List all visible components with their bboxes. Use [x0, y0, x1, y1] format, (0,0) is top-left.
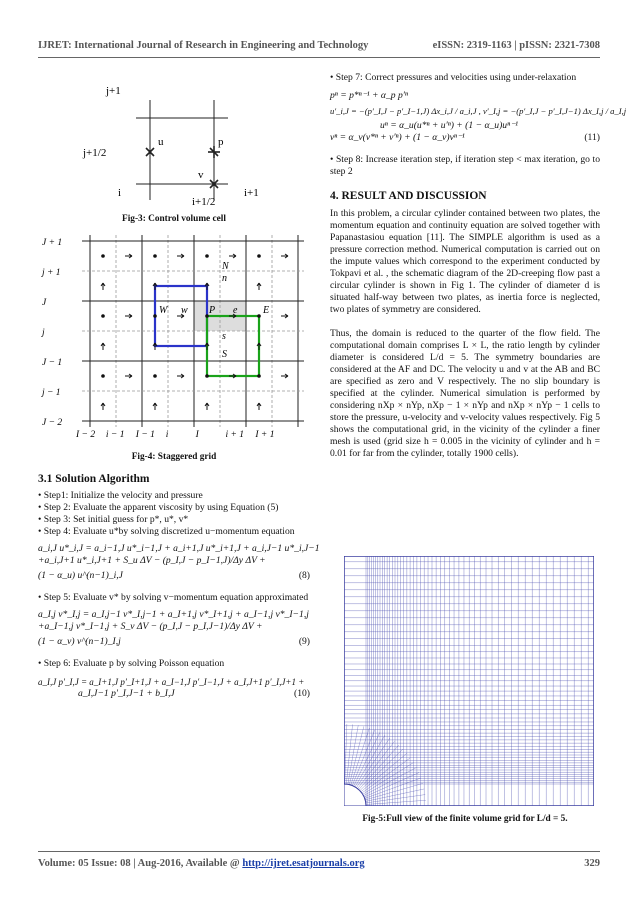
eq9-number: (9): [298, 636, 310, 647]
page-footer: [38, 858, 600, 869]
fig3-label-i1: i+1: [244, 187, 259, 199]
fig4-col-label: I + 1: [255, 430, 275, 440]
page-number: 329: [584, 858, 600, 869]
results-paragraph-1: In this problem, a circular cylinder contained between two plates, the momentum equation and continuity equation are solved together with Papanastasiou equation [11]. The SIMPLE algorithm is used as a pressure correction method. Numerical computation is carried out on the impute values which correspond to the experiment conducted by Tokpavi et al. , the schematic diagram of the 2D-creeping flow past a circular cylinder is shown in Fig 1. The cylinder of diameter d is situated half-way between two plates, as inertia force is neglected, two plates of symmetry are considered.: [330, 208, 600, 315]
footer-volume: Volume: 05 Issue: 08 | Aug-2016, Available @: [38, 858, 243, 869]
fig4-col-label: i − 1: [105, 430, 125, 440]
eq11-line2: u′_i,J = −(p′_I,J − p′_I−1,J) Δx_i,J / a_i,J , v′_I,j = −(p′_I,J − p′_I,J−1) Δx_I,j / a_I,j: [330, 106, 627, 116]
journal-title: IJRET: International Journal of Research in Engineering and Technology: [38, 40, 369, 51]
fig4-cell-label-E: E: [263, 305, 270, 316]
eq9-line2: +a_I−1,j v*_I−1,j + S_v ΔV − (p_I,J − p_I,J−1)/Δy ΔV +: [38, 621, 263, 632]
journal-link[interactable]: http://ijret.esatjournals.org: [242, 858, 365, 869]
fig4-cell-label-P: P: [209, 305, 216, 316]
fig3-label-j1: j+1: [106, 85, 121, 97]
eq9-line1: a_I,j v*_I,j = a_I,j−1 v*_I,j−1 + a_I+1,j v*_I+1,j + a_I−1,j v*_I−1,j: [38, 609, 309, 620]
fig4-col-label: i + 1: [225, 430, 245, 440]
eq11-line1: pⁿ = p*ⁿ⁻¹ + α_p p′ⁿ: [330, 90, 408, 101]
eq9-line3: (1 − α_v) v^(n−1)_I,j: [38, 636, 121, 647]
issn: eISSN: 2319-1163 | pISSN: 2321-7308: [432, 40, 600, 51]
fig3-caption: Fig-3: Control volume cell: [122, 214, 226, 224]
fig4-cell-label-n: n: [222, 273, 227, 284]
left-column: [38, 72, 320, 700]
step8: • Step 8: Increase iteration step, if iteration step < max iteration, go to step 2: [330, 154, 600, 177]
step1: • Step1: Initialize the velocity and pressure: [38, 490, 203, 501]
fig4-cell-label-S: S: [222, 349, 227, 360]
page-header: [38, 40, 600, 51]
fig4-cell-label-w: w: [181, 305, 188, 316]
fig4-cell-label-s: s: [222, 331, 226, 342]
fig5-caption: Fig-5:Full view of the finite volume grid for L/d = 5.: [362, 814, 568, 824]
fig4-col-label: I − 1: [135, 430, 155, 440]
fig4-caption: Fig-4: Staggered grid: [131, 452, 217, 462]
eq10-line2: a_I,J−1 p′_I,J−1 + b_I,J: [78, 688, 175, 699]
section-heading-results: 4. RESULT AND DISCUSSION: [330, 190, 487, 202]
fig4-col-label: I − 2: [76, 430, 96, 440]
eq8-line1: a_i,J u*_i,J = a_i−1,J u*_i−1,J + a_i+1,J u*_i+1,J + a_i,J−1 u*_i,J−1: [38, 543, 320, 554]
fig4-staggered-grid: [38, 229, 310, 445]
fig4-cell-label-e: e: [233, 305, 238, 316]
step3: • Step 3: Set initial guess for p*, u*, v*: [38, 514, 189, 525]
eq8-line3: (1 − α_u) u^(n−1)_i,J: [38, 570, 123, 581]
step2: • Step 2: Evaluate the apparent viscosity by using Equation (5): [38, 502, 279, 513]
fig3-control-volume: [38, 72, 310, 207]
results-paragraph-2: Thus, the domain is reduced to the quarter of the flow field. The computational domain comprises L × L, the ratio length by cylinder diameter is considered L/d = 5. The symmetry boundaries are considered at the AF and DC. The velocity u and v at the AB and BC are specified as zero and V respectively. The no slip boundary is specified at the cylinder. Numerical simulation is performed by considering nXp × nYp, nXp − 1 × nYp and nXp × nYp − 1 cells to store the pressure, u-velocity and v-velocity values respectively. Fig 5 shows the computational grid, in the vicinity of the cylinder a finer mesh is used (grid size h = 0.005 in the vicinity of cylinder and h = 0.01 for far from the cylinder, totally 1900 cells).: [330, 328, 600, 459]
step6: • Step 6: Evaluate p by solving Poisson equation: [38, 658, 225, 669]
fig3-label-ih: i+1/2: [192, 196, 216, 207]
eq11-line4: vⁿ = α_v(v*ⁿ + v′ⁿ) + (1 − α_v)vⁿ⁻¹: [330, 132, 465, 143]
fig4-cell-label-N: N: [222, 261, 229, 272]
fig4-row-label: J − 1: [42, 358, 63, 368]
eq11-line3: uⁿ = α_u(u*ⁿ + u′ⁿ) + (1 − α_u)uⁿ⁻¹: [380, 120, 519, 131]
right-column: [330, 72, 627, 460]
fig3-label-i: i: [118, 187, 122, 199]
fig3-label-u: u: [158, 136, 164, 148]
fig5-finite-volume-grid: [344, 556, 594, 806]
fig4-row-label: J − 2: [42, 418, 63, 428]
fig3-label-p: p: [218, 136, 224, 148]
eq10-number: (10): [294, 688, 310, 699]
fig4-col-label: I: [195, 430, 199, 440]
fig4-row-label: J: [42, 298, 47, 308]
fig4-col-label: i: [165, 430, 169, 440]
section-heading-solution-algorithm: 3.1 Solution Algorithm: [38, 473, 150, 485]
fig4-cell-label-W: W: [159, 305, 168, 316]
eq8-line2: +a_i,J+1 u*_i,J+1 + S_u ΔV − (p_I,J − p_I−1,J)/Δy ΔV +: [38, 555, 266, 566]
header-rule: [38, 57, 600, 58]
footer-rule: [38, 851, 600, 852]
fig3-label-v: v: [198, 169, 204, 181]
fig3-label-jh: j+1/2: [83, 147, 107, 159]
step5: • Step 5: Evaluate v* by solving v−momentum equation approximated: [38, 592, 309, 603]
fig4-row-label: j: [42, 328, 45, 338]
step7: • Step 7: Correct pressures and velocities using under-relaxation: [330, 72, 577, 83]
step4: • Step 4: Evaluate u*by solving discretized u−momentum equation: [38, 526, 295, 537]
fig4-row-label: J + 1: [42, 238, 63, 248]
fig4-row-label: j + 1: [42, 268, 61, 278]
eq10-line1: a_I,J p′_I,J = a_I+1,J p′_I+1,J + a_I−1,J p′_I−1,J + a_I,J+1 p′_I,J+1 +: [38, 677, 305, 687]
eq8-number: (8): [298, 570, 310, 581]
fig4-row-label: j − 1: [42, 388, 61, 398]
eq11-number: (11): [584, 132, 600, 143]
